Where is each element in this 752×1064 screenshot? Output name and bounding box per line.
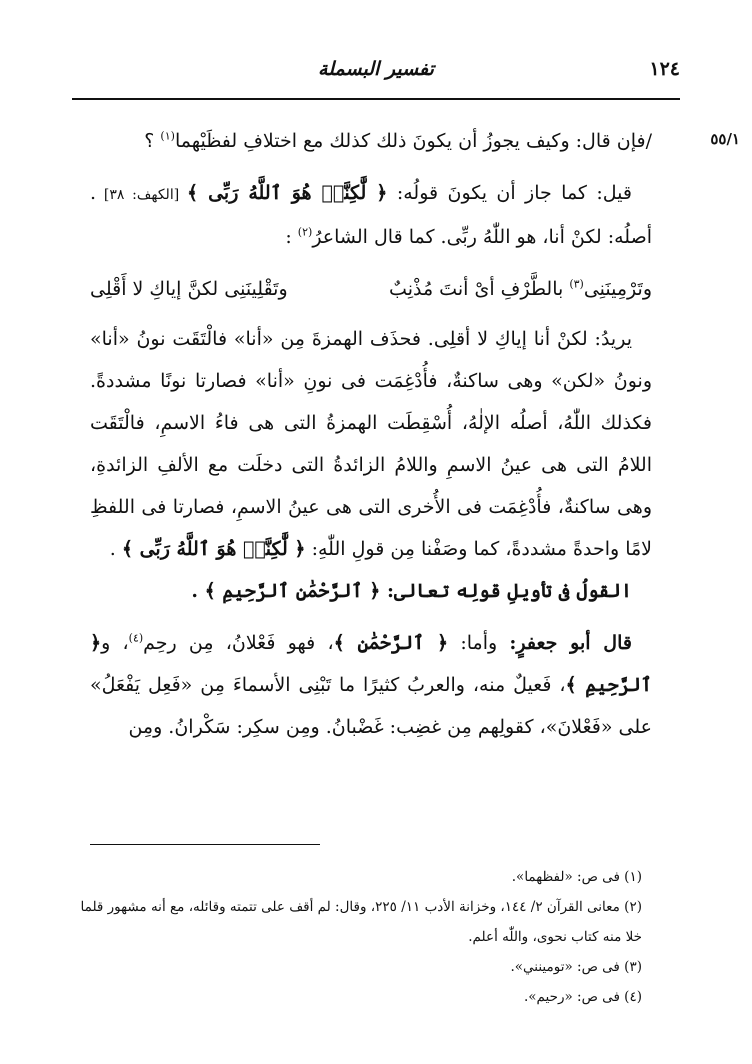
main-text [90, 120, 652, 748]
footnote-marker-4: (٤) [128, 631, 144, 645]
heading-quote: ﴿ ٱلرَّحْمَٰنِ ٱلرَّحِيمِ ﴾ [204, 580, 381, 602]
verse-second-hemistich: وتَقْلِينَنِى لكنَّ إياكِ لا أَقْلِى [90, 278, 288, 300]
footnote-4: (٤) فى ص: «رحيم». [524, 989, 642, 1005]
paragraph-question [90, 120, 652, 162]
answer-end: : [285, 226, 298, 248]
poetry-verse [90, 268, 652, 310]
verse-rest: بالطَّرْفِ أىْ أنتَ مُذْنِبٌ [389, 278, 570, 300]
p4-text-1: وأما: [448, 632, 510, 654]
quran-quote-kahf: ﴿ لَّٰكِنَّا۠ هُوَ ٱللَّهُ رَبِّى ﴾ [186, 182, 388, 204]
footnote-1: (١) فى ص: «لفظهما». [511, 869, 642, 885]
quran-quote-repeat: ﴿ لَّٰكِنَّا۠ هُوَ ٱللَّهُ رَبِّى ﴾ [121, 538, 306, 560]
quran-reference: [الكهف: ٣٨] [96, 187, 187, 203]
running-title: تفسير البسملة [318, 58, 434, 80]
verse-first-hemistich [389, 268, 652, 310]
header-rule [72, 98, 680, 100]
p4-text-2: ، فهو فَعْلانُ، مِن رحِم [143, 632, 334, 654]
footnote-marker-2: (٢) [297, 225, 313, 239]
explanation-end: . [109, 538, 122, 560]
verse-word: وتَرْمِينَنِى [583, 278, 652, 300]
answer-text-1: قيل: كما جاز أن يكونَ قولُه: [387, 182, 632, 204]
p4-text-3: ، و [101, 632, 129, 654]
heading-text: القولُ فى تأويلِ قولِه تعالى: [380, 580, 632, 602]
margin-reference: ٥٥/١ [710, 130, 740, 148]
page-number: ١٢٤ [649, 58, 680, 80]
section-heading [90, 570, 652, 612]
answer-text-2: . أصلُه: لكنْ أنا، هو اللّٰهُ ربِّى. كما قال الشاعرُ [90, 182, 652, 248]
footnote-2: (٢) معانى القرآن ٢/ ١٤٤، وخزانة الأدب ١١/ ٢٢٥، وقال: لم أقف على تتمته وقائله، مع أنه مشهور قلما خلا منه كتاب نحوى، واللّٰه أعلم. [80, 899, 642, 945]
p4-text-4: ، فَعيلٌ منه، والعربُ كثيرًا ما تَبْنِى الأسماءَ مِن «فَعِل يَفْعَلُ» على «فَعْلانَ»، كقولِهم مِن غضِب: غَضْبانُ. ومِن سكِر: سَكْرانُ. ومِن [90, 674, 652, 738]
footnote-marker-3: (٣) [569, 277, 584, 291]
heading-end: . [191, 580, 205, 602]
abu-jafar-lead: قال أبو جعفرٍ: [509, 632, 632, 654]
footnote-rule [90, 844, 320, 845]
paragraph-abu-jafar [90, 622, 652, 748]
quran-word-rahim: ﴿ ٱلرَّحِيمِ ﴾ [90, 632, 652, 696]
footnote-marker-1: (١) [160, 129, 175, 143]
explanation-text: يريدُ: لكنْ أنا إياكِ لا أقلِى. فحذَف الهمزةَ مِن «أنا» فالْتَقَت نونُ «أنا» ونونُ «لكن» وهى ساكنةٌ، فأُدْغِمَت فى نونِ «أنا» فصارتا نونًا مشددةً. فكذلك اللّٰهُ، أصلُه الإلٰهُ، أُسْقِطَت الهمزةُ التى هى فاءُ الاسمِ، فالْتَقَت اللامُ التى هى عينُ الاسمِ واللامُ الزائدةُ التى دخلَت مع الألفِ الزائدةِ، وهى ساكنةٌ، فأُدْغِمَت فى الأُخرى التى هى عينُ الاسمِ، فصارتا فى اللفظِ لامًا واحدةً مشددةً، كما وصَفْنا مِن قولِ اللّٰهِ: [90, 328, 652, 560]
paragraph-answer [90, 172, 652, 258]
footnote-3: (٣) فى ص: «تومينني». [510, 959, 642, 975]
footnotes [60, 862, 642, 1012]
question-end: ؟ [144, 130, 161, 152]
paragraph-explanation [90, 318, 652, 570]
question-text: /فإن قال: وكيف يجوزُ أن يكونَ ذلك كذلك مع اختلافِ لفظَيْهما [174, 130, 652, 152]
quran-word-rahman: ﴿ ٱلرَّحْمَٰنِ ﴾ [333, 632, 449, 654]
